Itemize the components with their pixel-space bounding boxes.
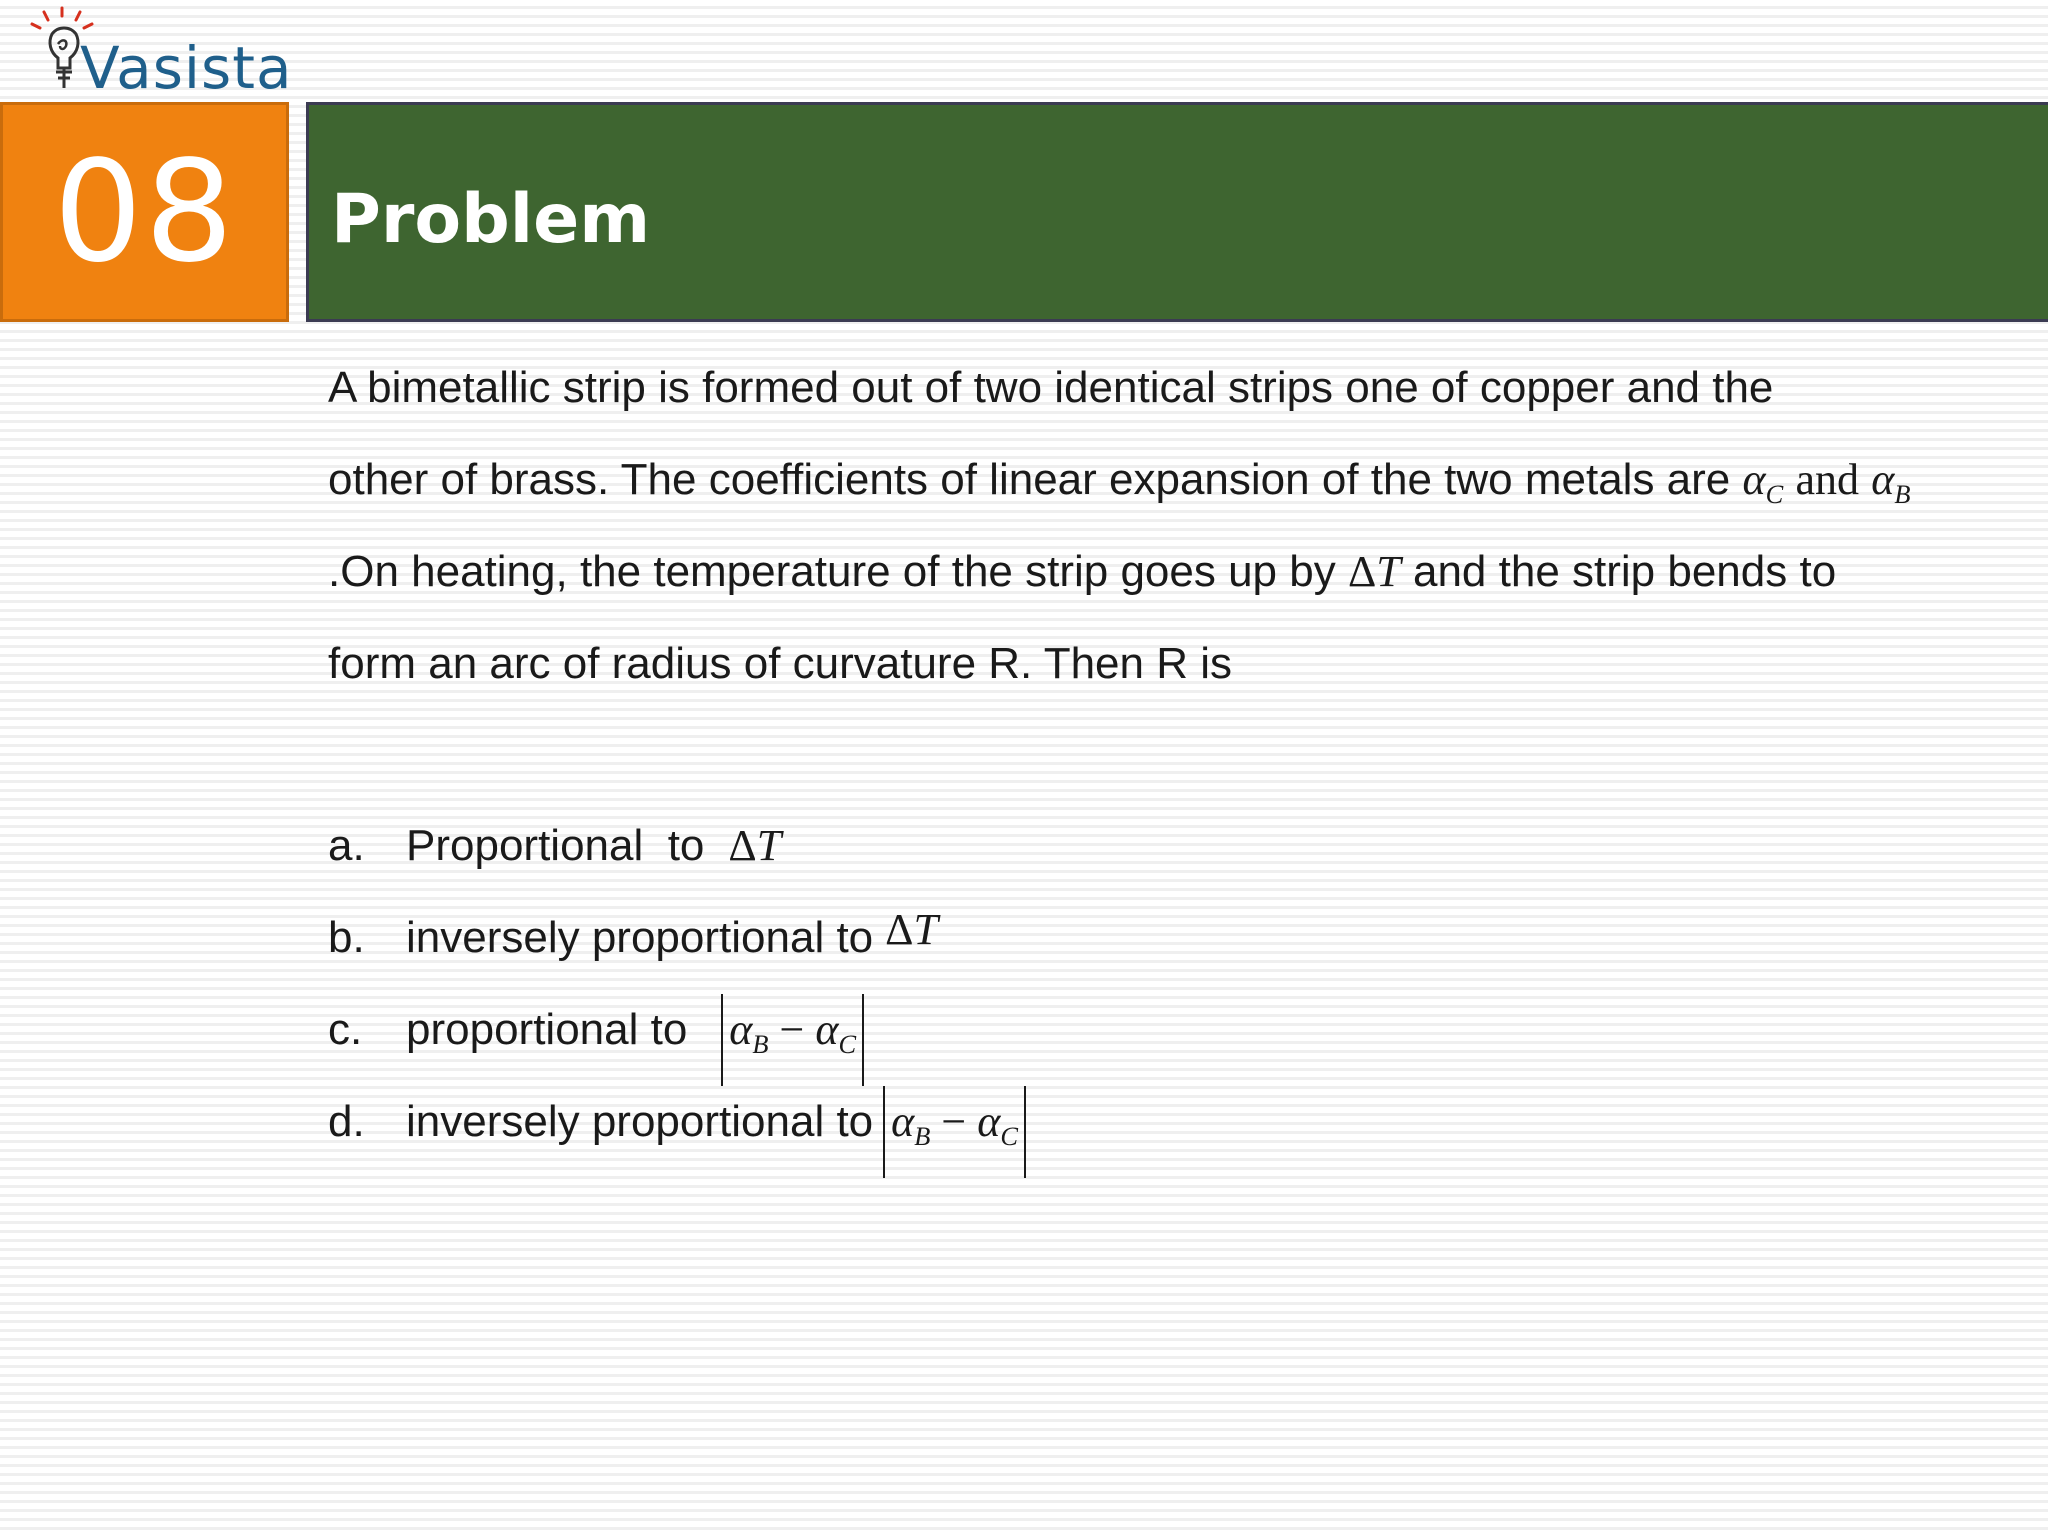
question-line-3-pre: .On heating, the temperature of the strip goes up by — [328, 547, 1336, 596]
question-line-2 — [328, 444, 2028, 536]
option-d[interactable] — [328, 1086, 1026, 1178]
question-text — [328, 352, 2028, 720]
option-text: inversely proportional to — [406, 1097, 874, 1146]
question-line-3 — [328, 536, 2028, 628]
and-word: and — [1795, 455, 1859, 504]
question-line-2-text: other of brass. The coefficients of linear expansion of the two metals are — [328, 455, 1731, 504]
option-b[interactable] — [328, 902, 1026, 994]
option-letter: b. — [328, 913, 365, 962]
option-text: inversely proportional to — [406, 913, 874, 962]
question-line-3-post: and the strip bends to — [1412, 547, 1837, 596]
abs-difference-expression: $\alpha_B - \alpha_C$ — [883, 1086, 1026, 1178]
alpha-b-symbol: $\alpha_B$ — [1871, 455, 1911, 510]
option-c[interactable] — [328, 994, 1026, 1086]
title-bar — [306, 102, 2048, 322]
option-letter: d. — [328, 1097, 365, 1146]
answer-options — [328, 810, 1026, 1178]
option-letter: c. — [328, 1005, 363, 1054]
logo-text: Vasista — [80, 34, 293, 102]
question-line-1: A bimetallic strip is formed out of two identical strips one of copper and the — [328, 363, 1774, 412]
option-letter: a. — [328, 821, 365, 870]
delta-t-symbol: ΔT — [1347, 547, 1401, 596]
option-text: proportional to — [406, 1005, 688, 1054]
option-text: Proportional to — [406, 821, 705, 870]
page-title: Problem — [331, 180, 651, 259]
delta-t-symbol: ΔT — [885, 905, 938, 954]
abs-difference-expression: $\alpha_B - \alpha_C$ — [721, 994, 864, 1086]
question-line-4: form an arc of radius of curvature R. Then R is — [328, 639, 1232, 688]
slide-number: 08 — [0, 102, 289, 322]
alpha-c-symbol: $\alpha_C$ — [1742, 455, 1784, 510]
option-a[interactable] — [328, 810, 1026, 902]
delta-t-symbol: ΔT — [728, 821, 782, 870]
